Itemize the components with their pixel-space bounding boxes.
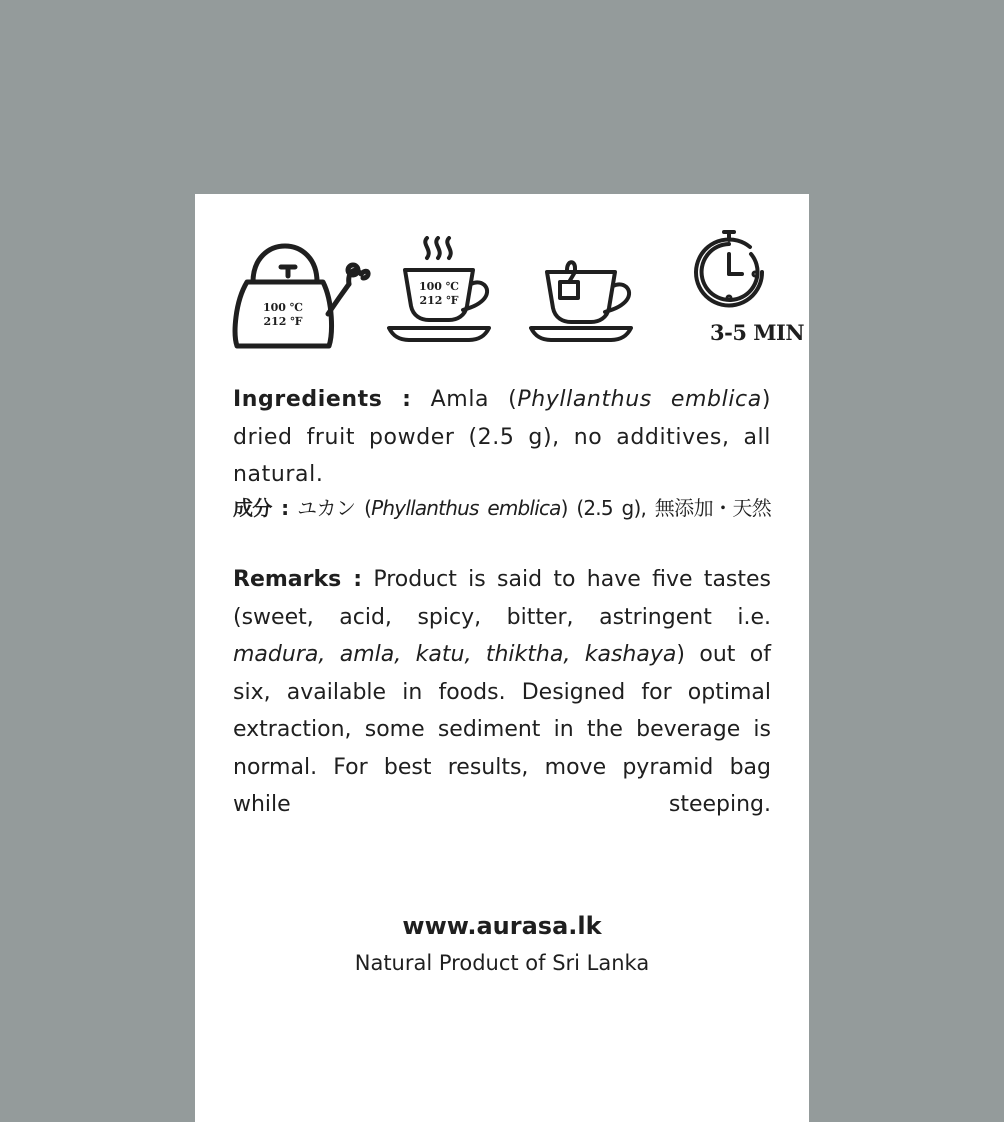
- cup-temp-celsius: 100 ℃: [419, 280, 459, 293]
- steep-time-label: 3-5 MIN: [710, 320, 805, 345]
- kettle-temp-fahrenheit: 212 ℉: [263, 315, 303, 328]
- kettle-temp-celsius: 100 ℃: [263, 301, 303, 314]
- ingredients-species: Phyllanthus emblica: [517, 387, 762, 412]
- remarks-tastes: madura, amla, katu, thiktha, kashaya: [233, 642, 677, 667]
- stopwatch-icon: [684, 230, 766, 310]
- ingredients-jp-paragraph: [233, 490, 771, 528]
- ingredients-jp-text-after: ) (2.5 g), 無添加・天然: [560, 496, 772, 520]
- remarks-text-after: ) out of six, available in foods. Designed for optimal extraction, some sediment in the beverage is normal. For best results, move pyramid bag while steeping.: [233, 642, 772, 817]
- website-url: www.aurasa.lk: [402, 912, 602, 940]
- ingredients-text-before: Amla (: [411, 387, 518, 412]
- brewing-instructions-icons: [231, 230, 805, 356]
- remarks-key: Remarks :: [233, 567, 362, 592]
- kettle-icon: [231, 232, 371, 352]
- ingredients-paragraph: [233, 381, 771, 494]
- product-label-card: [195, 194, 809, 1122]
- ingredients-jp-text-before: ユカン (: [288, 496, 372, 520]
- ingredients-key: Ingredients :: [233, 387, 412, 412]
- remarks-paragraph: [233, 561, 771, 824]
- steaming-cup-icon: [387, 236, 497, 342]
- ingredients-text-after: ) dried fruit powder (2.5 g), no additives, all natural.: [233, 387, 771, 487]
- teabag-cup-icon: [529, 258, 639, 342]
- ingredients-jp-key: 成分 :: [233, 496, 289, 520]
- cup-temp-fahrenheit: 212 ℉: [419, 294, 459, 307]
- origin-statement: Natural Product of Sri Lanka: [354, 951, 650, 975]
- ingredients-jp-species: Phyllanthus emblica: [371, 496, 561, 520]
- remarks-text-before: Product is said to have five tastes (sweet, acid, spicy, bitter, astringent i.e.: [233, 567, 772, 630]
